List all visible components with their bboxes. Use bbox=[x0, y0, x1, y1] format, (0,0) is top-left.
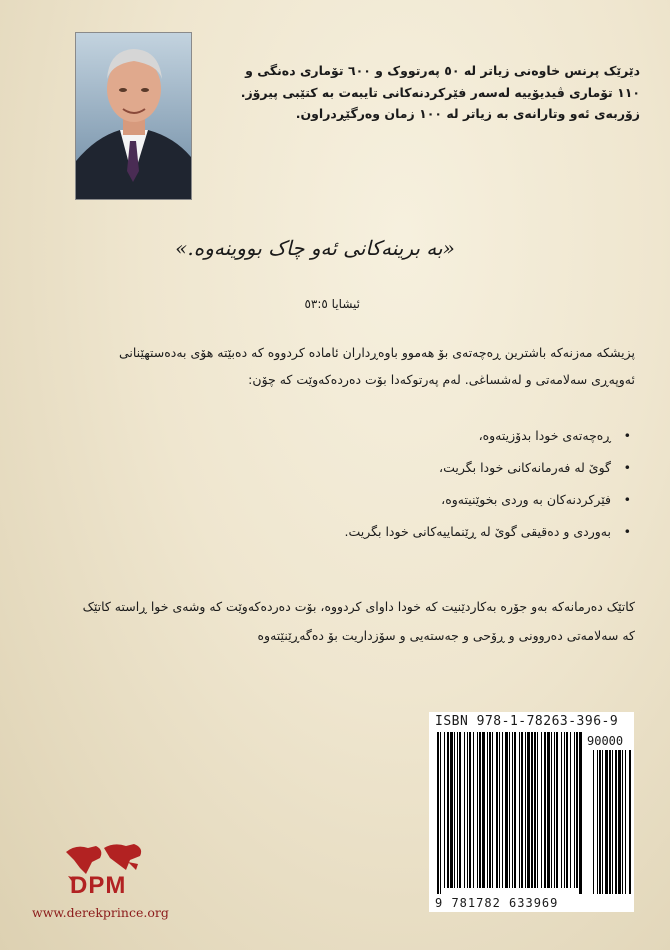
closing-paragraph: کاتێک دەرمانەکە بەو جۆرە بەکاردێنیت کە خودا داوای کردووە، بۆت دەردەکەوێت کە وشەی خوا ڕاستە کاتێک کە سەلامەتی دەروونی و ڕۆحی و جەستەیی و سۆزداریت بۆ دەگەڕێنێتەوە bbox=[82, 599, 635, 643]
barcode-bar bbox=[622, 750, 623, 894]
barcode-bar bbox=[534, 732, 536, 888]
barcode-bar bbox=[492, 732, 493, 888]
barcode-bar bbox=[541, 732, 542, 888]
list-item bbox=[75, 420, 635, 452]
barcode-bar bbox=[482, 732, 485, 888]
barcode-bar bbox=[525, 732, 526, 888]
barcode-bar bbox=[505, 732, 508, 888]
list-item-text: بەوردی و دەقیقی گوێ لە ڕێنماییەکانی خودا بگریت. bbox=[344, 524, 611, 539]
barcode-bar bbox=[457, 732, 458, 888]
website-url[interactable]: www.derekprince.org bbox=[32, 905, 169, 920]
barcode-bar bbox=[454, 732, 455, 888]
barcode-bar bbox=[544, 732, 546, 888]
dpm-logo bbox=[30, 838, 190, 908]
barcode-bar bbox=[597, 750, 598, 894]
barcode-bar bbox=[629, 750, 631, 894]
barcode-bar bbox=[437, 732, 439, 894]
barcode-bar bbox=[473, 732, 474, 888]
bio-line: دێرێک پرنس خاوەنی زیاتر لە ٥٠ پەرتووک و ٦٠٠ تۆماری دەنگی و bbox=[245, 63, 640, 78]
bullet-icon: • bbox=[623, 524, 631, 539]
bullet-icon: • bbox=[623, 492, 631, 507]
barcode-bar bbox=[574, 732, 575, 888]
barcode-bar bbox=[602, 750, 603, 894]
barcode-bar bbox=[521, 732, 523, 888]
barcode-bar bbox=[477, 732, 478, 888]
scripture-quote: «بە برینەکانی ئەو چاک بووینەوە.» bbox=[175, 236, 455, 260]
barcode-bar bbox=[450, 732, 453, 888]
barcode-bar bbox=[469, 732, 471, 888]
barcode-bar bbox=[440, 732, 441, 894]
barcode-bar bbox=[512, 732, 513, 888]
barcode-bar bbox=[509, 732, 510, 888]
barcode-bar bbox=[496, 732, 498, 888]
barcode-bar bbox=[599, 750, 601, 894]
list-item-text: ڕەچەتەی خودا بدۆزیتەوە، bbox=[478, 428, 611, 443]
barcode-bar bbox=[537, 732, 538, 888]
barcode-bar bbox=[566, 732, 568, 888]
barcode-bar bbox=[551, 732, 552, 888]
barcode-bar bbox=[489, 732, 491, 888]
bullet-list bbox=[75, 420, 635, 548]
barcode-bar bbox=[564, 732, 565, 888]
isbn-number: 9 781782 633969 bbox=[435, 896, 559, 910]
barcode-bar bbox=[444, 732, 445, 888]
barcode-bar bbox=[467, 732, 468, 888]
list-item bbox=[75, 484, 635, 516]
list-item-text: فێرکردنەکان بە وردی بخوێنیتەوە، bbox=[441, 492, 611, 507]
author-bio bbox=[205, 60, 640, 125]
barcode-bar bbox=[593, 750, 594, 894]
barcode-bar bbox=[514, 732, 516, 888]
barcode-bar bbox=[579, 732, 582, 894]
barcode-bar bbox=[609, 750, 611, 894]
logo-text: DPM bbox=[70, 872, 127, 899]
barcode-bar bbox=[615, 750, 617, 894]
intro-paragraph: پزیشکە مەزنەکە باشترین ڕەچەتەی بۆ هەموو باوەڕداران ئامادە کردووە کە دەبێتە هۆی بەدەستهێنانی ئەوپەڕی سەلامەتی و لەشساغی. لەم پەرتوکەدا بۆت دەردەکەوێت کە چۆن: bbox=[118, 345, 635, 387]
bullet-icon: • bbox=[623, 460, 631, 475]
barcode-bar bbox=[554, 732, 555, 888]
scripture-reference: ئیشایا ٥٣:٥ bbox=[304, 297, 360, 311]
barcode-bar bbox=[561, 732, 562, 888]
bio-line: زۆربەی ئەو وتارانەی بە زیاتر لە ١٠٠ زمان وەرگێڕدراون. bbox=[295, 106, 640, 121]
barcode-bar bbox=[464, 732, 465, 888]
barcode-bar bbox=[459, 732, 461, 888]
list-item bbox=[75, 452, 635, 484]
barcode-bar bbox=[487, 732, 488, 888]
list-item-text: گوێ لە فەرمانەکانی خودا بگریت، bbox=[439, 460, 611, 475]
barcode-bar bbox=[547, 732, 550, 888]
barcode-bar bbox=[612, 750, 613, 894]
barcode-bar bbox=[605, 750, 608, 894]
barcode-bar bbox=[502, 732, 503, 888]
barcode-bar bbox=[499, 732, 500, 888]
bio-line: ١١٠ تۆماری ڤیدیۆییە لەسەر فێرکردنەکانی تایبەت بە کتێبی پیرۆز. bbox=[240, 84, 640, 100]
barcode-bar bbox=[531, 732, 533, 888]
author-photo bbox=[75, 32, 192, 200]
barcode-bar bbox=[527, 732, 530, 888]
barcode-bars bbox=[433, 732, 633, 894]
barcode-bar bbox=[479, 732, 481, 888]
barcode-bar bbox=[625, 750, 626, 894]
barcode-bar bbox=[576, 732, 578, 888]
price-addon: 90000 bbox=[587, 734, 624, 748]
list-item bbox=[75, 516, 635, 548]
barcode-bar bbox=[519, 732, 520, 888]
barcode-bar bbox=[447, 732, 449, 888]
barcode-bar bbox=[618, 750, 621, 894]
barcode-bar bbox=[556, 732, 558, 888]
isbn-label: ISBN 978-1-78263-396-9 bbox=[435, 714, 619, 729]
barcode-bar bbox=[570, 732, 571, 888]
bullet-icon: • bbox=[623, 428, 631, 443]
isbn-barcode bbox=[429, 712, 634, 912]
